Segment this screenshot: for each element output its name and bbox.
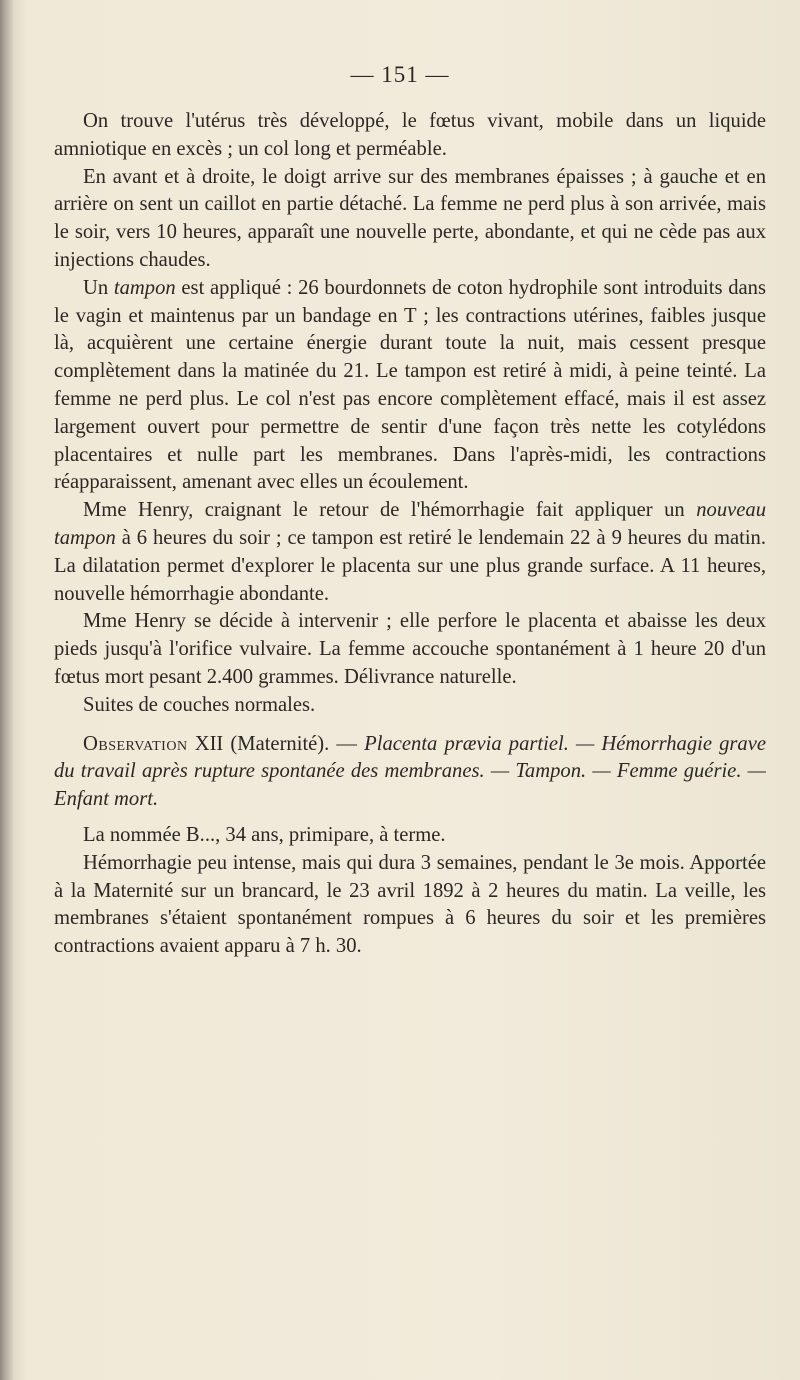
paragraph-uterus: On trouve l'utérus très développé, le fœtus vivant, mobile dans un liquide amniotique en excès ; un col long et perméable. — [54, 110, 766, 160]
paragraph-intervention: Mme Henry se décide à intervenir ; elle perfore le placenta et abaisse les deux pieds jusqu'à l'orifice vulvaire. La femme accouche spontanément à 1 heure 20 d'un fœtus mort pesant 2.400 grammes. Délivrance naturelle. — [54, 610, 766, 688]
observation-heading — [54, 731, 766, 814]
new-tampon-before: Mme Henry, craignant le retour de l'hémorrhagie fait appliquer un — [83, 499, 697, 522]
page-number: — 151 — — [350, 62, 450, 87]
new-tampon-term: nouveau tampon — [54, 499, 766, 549]
paragraph-tampon — [54, 275, 766, 497]
observation-title: Placenta prævia partiel. — Hémorrhagie grave du travail après rupture spontanée des membranes. — Tampon. — Femme guérie. — Enfant mort. — [54, 732, 766, 811]
binding-shadow — [0, 0, 14, 1380]
observation-label: Observation — [83, 732, 188, 755]
tampon-text: est appliqué : 26 bourdonnets de coton hydrophile sont introduits dans le vagin et maintenus par un bandage en T ; les contractions utérines, faibles jusque là, acquièrent une certaine énergie durant toute la nuit, mais cessent presque complètement dans la matinée du 21. Le tampon est retiré à midi, à peine teinté. La femme ne perd plus. Le col n'est pas encore complètement effacé, mais il est assez largement ouvert pour permettre de sentir d'une façon très nette les cotylédons placentaires et nulle part les membranes. Dans l'après-midi, les contractions réapparaissent, amenant avec elles un écoulement. — [54, 276, 766, 494]
tampon-term: tampon — [113, 276, 176, 299]
paragraph-patient: La nommée B..., 34 ans, primipare, à terme. — [83, 823, 446, 846]
paragraph-hemorrhage: Hémorrhagie peu intense, mais qui dura 3 semaines, pendant le 3e mois. Apportée à la Maternité sur un brancard, le 23 avril 1892 à 2 heures du matin. La veille, les membranes s'étaient spontanément rompues à 6 heures du soir et les premières contractions avaient apparu à 7 h. 30. — [54, 851, 766, 958]
paragraph-suites: Suites de couches normales. — [83, 693, 316, 716]
body-text — [54, 108, 766, 961]
paragraph-new-tampon — [54, 497, 766, 608]
observation-number: XII (Maternité). — — [187, 732, 365, 755]
paragraph-examination: En avant et à droite, le doigt arrive sur des membranes épaisses ; à gauche et en arrière on sent un caillot en partie détaché. La femme ne perd plus à son arrivée, mais le soir, vers 10 heures, apparaît une nouvelle perte, abondante, et qui ne cède pas aux injections chaudes. — [54, 165, 766, 271]
tampon-intro: Un — [83, 276, 114, 299]
new-tampon-after: à 6 heures du soir ; ce tampon est retiré le lendemain 22 à 9 heures du matin. La dilatation permet d'explorer le placenta sur une plus grande surface. A 11 heures, nouvelle hémorrhagie abondante. — [54, 526, 766, 605]
